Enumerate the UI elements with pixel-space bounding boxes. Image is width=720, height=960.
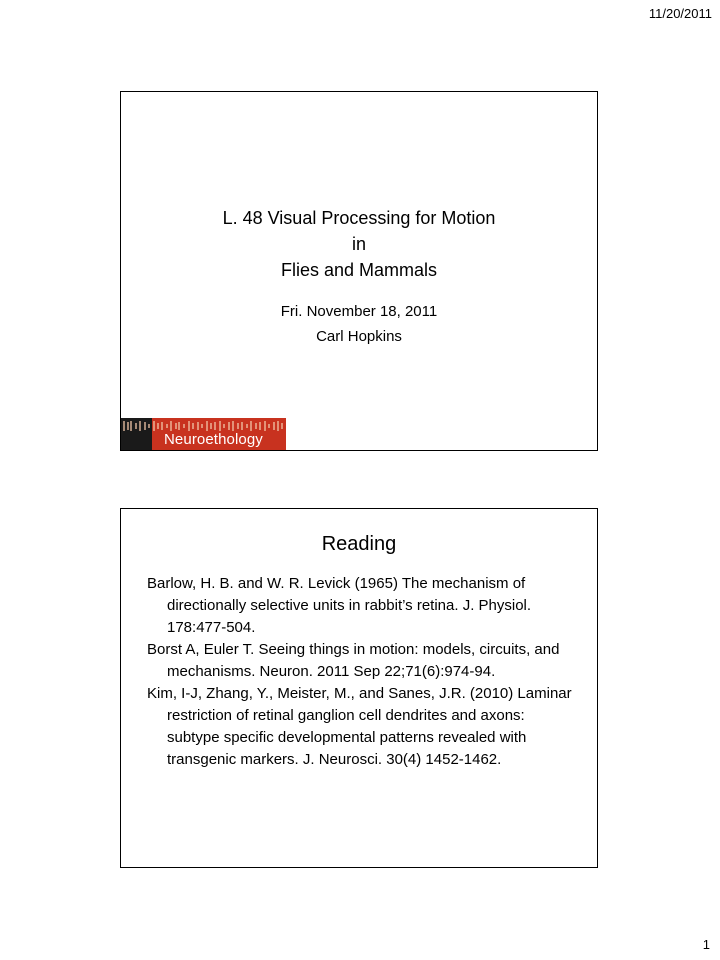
reference-item-borst: Borst A, Euler T. Seeing things in motion: models, circuits, and mechanisms. Neuron. 2011 Sep 22;71(6):974-94. (147, 641, 560, 680)
title-line-3: Flies and Mammals (280, 260, 438, 280)
reference-item-barlow: Barlow, H. B. and W. R. Levick (1965) The mechanism of directionally selective units in rabbit’s retina. J. Physiol. 178:477-504. (147, 575, 532, 636)
slide-title (120, 91, 598, 451)
slide-reading (120, 508, 598, 868)
lecture-author: Carl Hopkins (316, 328, 402, 345)
logo-text: Neuroethology (164, 431, 263, 448)
neuroethology-logo (121, 418, 286, 450)
reading-title: Reading (321, 533, 397, 555)
handout-date: 11/20/2011 (648, 6, 712, 21)
slide-title-text (121, 205, 597, 283)
reference-list (147, 573, 577, 771)
title-line-1: L. 48 Visual Processing for Motion (222, 208, 496, 228)
page-number: 1 (702, 937, 710, 952)
reference-item-kim: Kim, I-J, Zhang, Y., Meister, M., and Sanes, J.R. (2010) Laminar restriction of retinal ganglion cell dendrites and axons: subtype specific developmental patterns revealed with transgenic markers. J. Neurosci. 30(4) 1452-1462. (147, 685, 572, 768)
slide-subtitle (121, 299, 597, 349)
title-line-2: in (351, 234, 366, 254)
lecture-date: Fri. November 18, 2011 (280, 303, 438, 320)
